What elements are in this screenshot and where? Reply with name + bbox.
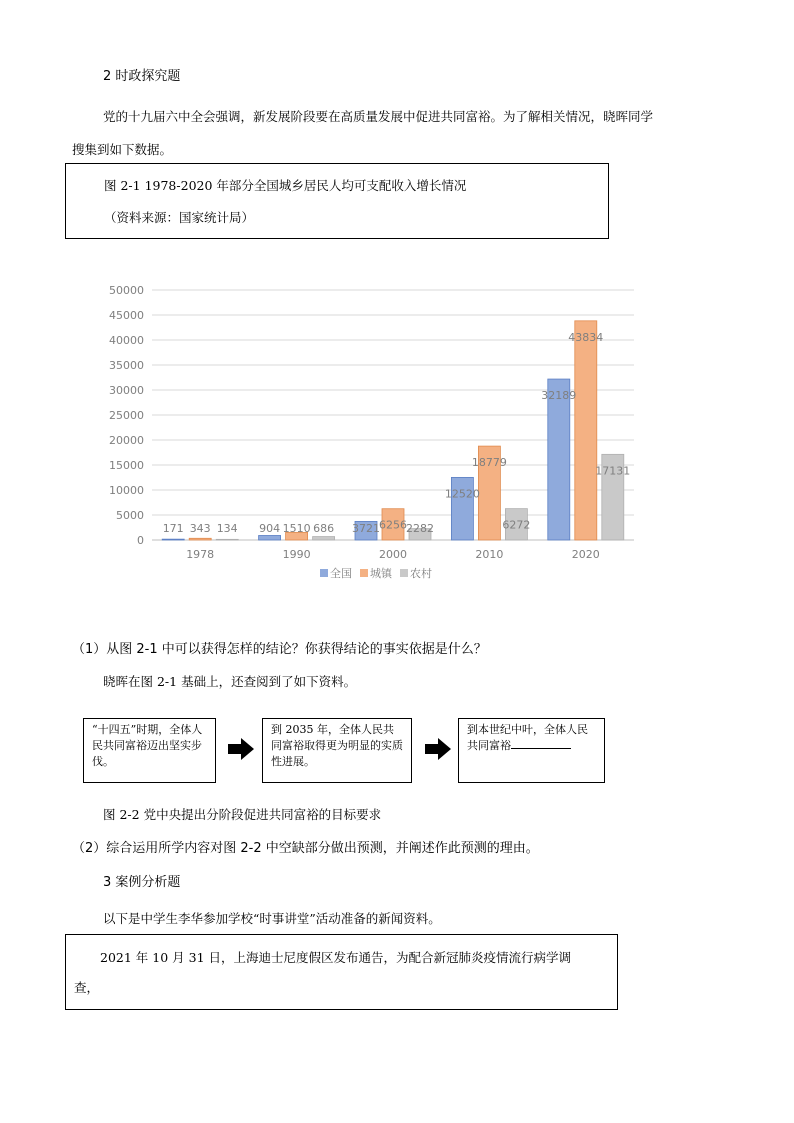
y-tick-label: 25000: [109, 409, 144, 422]
x-tick-label: 2010: [475, 548, 504, 561]
flow-box-3-text: 到本世纪中叶，全体人民共同富裕: [467, 723, 588, 752]
bar: [313, 537, 335, 540]
figure-2-1-source: （资料来源：国家统计局）: [104, 210, 255, 225]
y-tick-label: 45000: [109, 309, 144, 322]
data-label: 43834: [568, 330, 604, 344]
flow-box-3: [458, 718, 605, 783]
data-label: 343: [189, 522, 211, 535]
data-label: 32189: [541, 389, 577, 403]
data-label: 17131: [595, 464, 631, 478]
x-tick-label: 1990: [282, 548, 311, 561]
data-label: 2282: [406, 522, 434, 535]
figure-caption-box: [65, 163, 609, 239]
y-tick-label: 0: [137, 534, 144, 547]
bar: [216, 539, 238, 540]
section-2-intro-line1: 党的十九届六中全会强调，新发展阶段要在高质量发展中促进共同富裕。为了解相关情况，晓晖同学: [103, 109, 654, 124]
flow-box-1: [83, 718, 216, 783]
y-tick-label: 40000: [109, 334, 144, 347]
y-tick-label: 15000: [109, 459, 144, 472]
chart-x-ticks: [186, 548, 600, 561]
news-line-2: 查，: [74, 980, 100, 995]
arrow-right-icon: [228, 738, 254, 760]
section-3-intro: 以下是中学生李华参加学校“时事讲堂”活动准备的新闻资料。: [103, 911, 441, 926]
question-1-follow: 晓晖在图 2-1 基础上，还查阅到了如下资料。: [103, 674, 357, 689]
bar: [575, 321, 597, 540]
chart-legend: [320, 566, 432, 580]
data-label: 12520: [444, 487, 480, 501]
y-tick-label: 20000: [109, 434, 144, 447]
data-label: 6256: [379, 518, 407, 532]
legend-swatch: [400, 569, 408, 577]
y-tick-label: 10000: [109, 484, 144, 497]
legend-label: 全国: [330, 567, 352, 580]
data-label: 1510: [282, 522, 311, 535]
x-tick-label: 2020: [571, 548, 600, 561]
chart-y-ticks: [109, 284, 144, 547]
bar: [189, 538, 211, 540]
legend-swatch: [360, 569, 368, 577]
news-line-1: 2021 年 10 月 31 日，上海迪士尼度假区发布通告，为配合新冠肺炎疫情流行病学调: [100, 950, 571, 965]
legend-label: 城镇: [370, 567, 392, 580]
answer-blank[interactable]: [511, 748, 571, 749]
legend-label: 农村: [410, 567, 432, 580]
y-tick-label: 50000: [109, 284, 144, 297]
data-label: 6272: [502, 518, 531, 532]
flow-box-2: [262, 718, 412, 783]
data-label: 904: [259, 522, 281, 535]
chart-bars: [162, 321, 624, 540]
flow-box-1-text: “十四五”时期，全体人民共同富裕迈出坚实步伐。: [92, 723, 203, 768]
x-tick-label: 1978: [186, 548, 215, 561]
data-label: 134: [216, 522, 238, 535]
bar: [548, 379, 570, 540]
y-tick-label: 30000: [109, 384, 144, 397]
section-3-title: 3 案例分析题: [103, 875, 181, 890]
y-tick-label: 35000: [109, 359, 144, 372]
bar: [259, 535, 281, 540]
income-bar-chart: [90, 280, 650, 590]
question-1: （1）从图 2-1 中可以获得怎样的结论？你获得结论的事实依据是什么？: [72, 642, 487, 657]
data-label: 686: [313, 522, 335, 535]
y-tick-label: 5000: [116, 509, 144, 522]
data-label: 3721: [352, 522, 380, 535]
figure-2-2-caption: 图 2-2 党中央提出分阶段促进共同富裕的目标要求: [103, 807, 382, 822]
question-2: （2）综合运用所学内容对图 2-2 中空缺部分做出预测，并阐述作此预测的理由。: [72, 841, 539, 856]
flow-box-2-text: 到 2035 年，全体人民共同富裕取得更为明显的实质性进展。: [271, 723, 403, 768]
data-label: 18779: [471, 456, 507, 470]
news-box: [65, 934, 618, 1010]
section-2-title: 2 时政探究题: [103, 69, 181, 84]
legend-swatch: [320, 569, 328, 577]
x-tick-label: 2000: [379, 548, 407, 561]
figure-2-1-caption: 图 2-1 1978-2020 年部分全国城乡居民人均可支配收入增长情况: [104, 178, 467, 193]
bar: [162, 539, 184, 540]
section-2-intro-line2: 搜集到如下数据。: [72, 142, 173, 157]
arrow-right-icon: [425, 738, 451, 760]
data-label: 171: [162, 522, 184, 535]
